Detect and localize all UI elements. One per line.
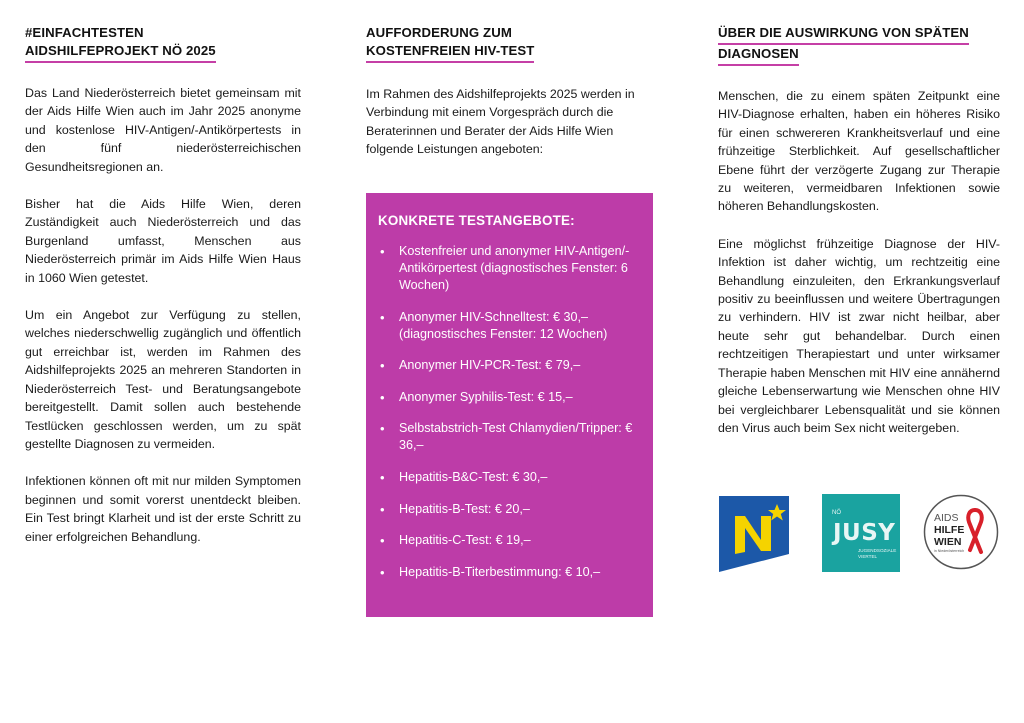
- jusy-logo: [822, 494, 900, 572]
- list-item: • Anonymer HIV-PCR-Test: € 79,–: [378, 357, 641, 374]
- list-item: • Hepatitis-B-Titerbestimmung: € 10,–: [378, 564, 641, 581]
- hilfe-text: HILFE: [934, 524, 965, 536]
- partner-logos: [718, 494, 1000, 574]
- column-late-diagnosis: [718, 24, 1000, 456]
- list-item: • Hepatitis-B&C-Test: € 30,–: [378, 469, 641, 486]
- region-text: in Niederösterreich: [934, 549, 965, 553]
- aids-text: AIDS: [934, 512, 959, 524]
- offers-list: [378, 243, 641, 581]
- list-item: • Hepatitis-C-Test: € 19,–: [378, 532, 641, 549]
- heading-line: AUFFORDERUNG ZUM: [366, 25, 512, 40]
- box-title: KONKRETE TESTANGEBOTE:: [378, 213, 575, 228]
- jusy-sub-text: VIERTEL: [858, 554, 878, 559]
- heading-line-underlined: KOSTENFREIEN HIV-TEST: [366, 42, 534, 63]
- heading-einfachtesten: [25, 24, 301, 63]
- test-offers-box: [366, 193, 653, 617]
- heading-aufforderung: [366, 24, 653, 63]
- jusy-sub-text: JUGENDSOZIALE: [858, 548, 897, 553]
- niederoesterreich-logo: [719, 496, 789, 572]
- paragraph: Infektionen können oft mit nur milden Symptomen beginnen und somit vorerst unentdeckt bleiben. Ein Test bringt Klarheit und ist der erste Schritt zu einer erfolgreichen Behandlung.: [25, 474, 301, 544]
- heading-line-underlined: AIDSHILFEPROJEKT NÖ 2025: [25, 42, 216, 63]
- paragraph: Eine möglichst frühzeitige Diagnose der HIV-Infektion ist daher wichtig, um rechtzeitig eine Behandlung einzuleiten, den Erkrankungsverlauf positiv zu beeinflussen und weitere Übertragungen zu verhindern. HIV ist zwar nicht heilbar, aber heute sehr gut behandelbar. Durch einen rechtzeitigen Therapiestart und unter wirksamer Therapie haben Menschen mit HIV eine annähernd gleiche Lebenserwartung wie Menschen ohne HIV bei vergleichbarer Lebensqualität und sie können den Virus auch beim Sex nicht weitergeben.: [718, 236, 1000, 435]
- column-intro: [25, 24, 301, 565]
- jusy-main-text: JUSY: [833, 520, 896, 546]
- paragraph: Das Land Niederösterreich bietet gemeinsam mit der Aids Hilfe Wien auch im Jahr 2025 anonyme und kostenlose HIV-Antigen/-Antikörpertests in den fünf niederösterreichischen Gesundheitsregionen an.: [25, 86, 301, 174]
- heading-line-underlined: ÜBER DIE AUSWIRKUNG VON SPÄTEN: [718, 24, 969, 45]
- paragraph: Menschen, die zu einem späten Zeitpunkt eine HIV-Diagnose erhalten, haben ein höheres Risiko für einen schwereren Krankheitsverlauf und eine frühzeitige Sterblichkeit. Auf gesellschaftlicher Ebene führt der verzögerte Zugang zur Therapie zu weiteren, vermeidbaren Infektionen sowie höheren Behandlungskosten.: [718, 89, 1000, 214]
- list-item: • Anonymer Syphilis-Test: € 15,–: [378, 389, 641, 406]
- intro-paragraph: Im Rahmen des Aidshilfeprojekts 2025 werden in Verbindung mit einem Vorgespräch durch die Beraterinnen und Berater der Aids Hilfe Wien folgende Leistungen angeboten:: [366, 87, 635, 157]
- paragraph: Bisher hat die Aids Hilfe Wien, deren Zuständigkeit auch Niederösterreich und das Burgenland umfasst, Menschen aus Niederösterreich primär im Aids Hilfe Wien Haus in 1060 Wien getestet.: [25, 197, 301, 285]
- heading-line: #EINFACHTESTEN: [25, 25, 144, 40]
- jusy-small-text: NÖ: [832, 510, 841, 516]
- list-item: • Hepatitis-B-Test: € 20,–: [378, 501, 641, 518]
- list-item: • Selbstabstrich-Test Chlamydien/Tripper: € 36,–: [378, 420, 641, 454]
- heading-auswirkung: [718, 24, 1000, 66]
- paragraph: Um ein Angebot zur Verfügung zu stellen, welches niederschwellig zugänglich und öffentlich gut erreichbar ist, werden im Rahmen des Aidshilfeprojekts 2025 an mehreren Standorten in Niederösterreich Test- und Beratungsangebote bereitgestellt. Damit sollen auch bestehende Testlücken geschlossen werden, um zu spät gestellte Diagnosen zu vermeiden.: [25, 308, 301, 451]
- column-test-offer: [366, 24, 653, 159]
- aids-hilfe-wien-logo: [923, 494, 999, 570]
- heading-line-underlined: DIAGNOSEN: [718, 45, 799, 66]
- list-item: • Kostenfreier und anonymer HIV-Antigen/-Antikörpertest (diagnostisches Fenster: 6 Wochen): [378, 243, 641, 294]
- wien-text: WIEN: [934, 536, 962, 548]
- list-item: • Anonymer HIV-Schnelltest: € 30,– (diagnostisches Fenster: 12 Wochen): [378, 309, 641, 343]
